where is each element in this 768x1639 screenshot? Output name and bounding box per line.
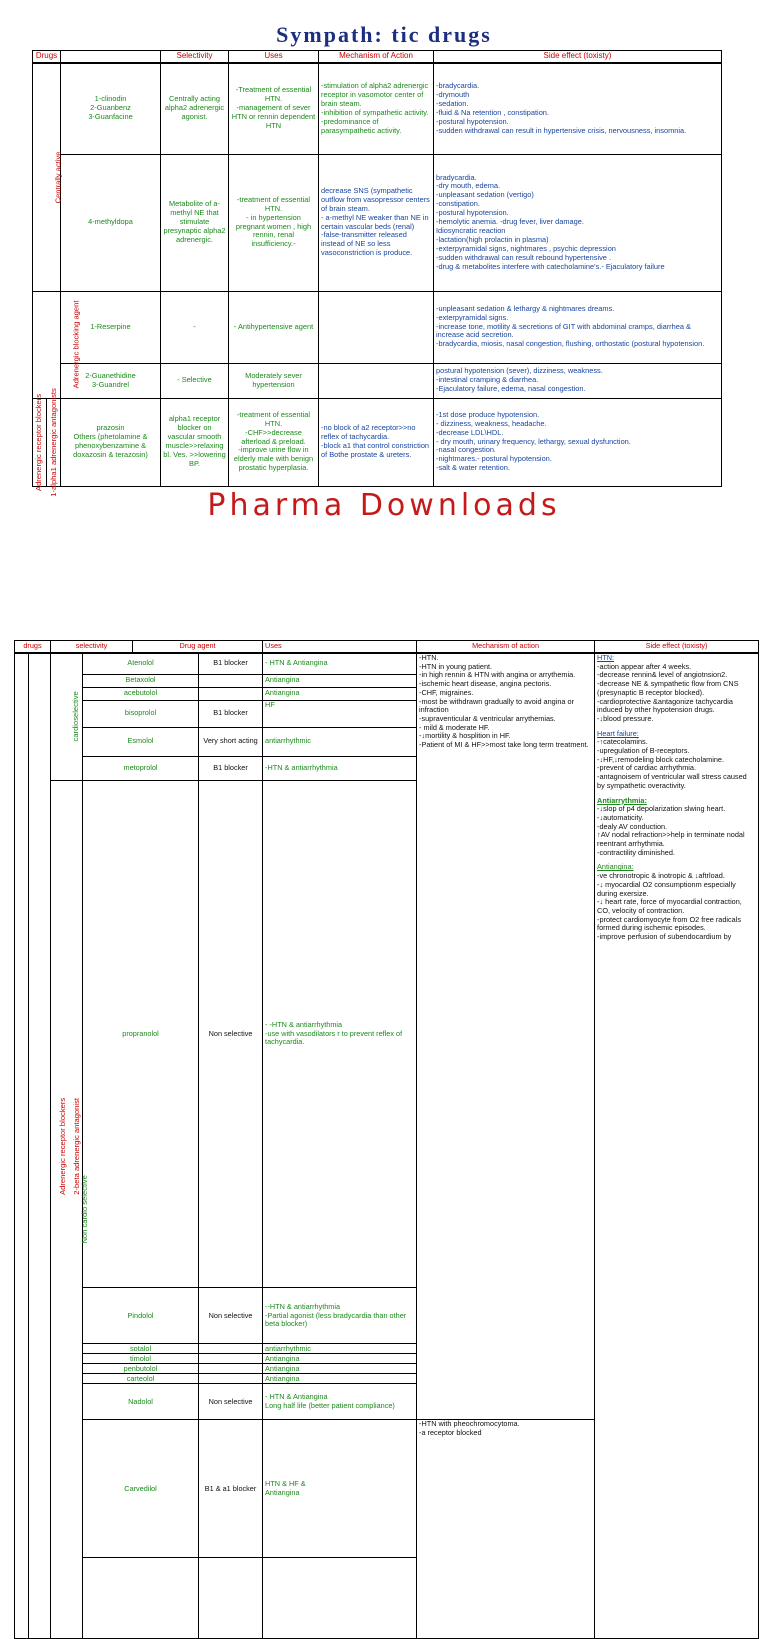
uses-cell: -treatment of essential HTN. - in hypertension pregnant women , high rennin, renal insufficiency.- xyxy=(229,154,319,291)
uses-general: -HTN. -HTN in young patient. -in high rennin & HTN with angina or arrythemia. -ischemic heart disease, angina pectoris. -CHF, migraines. -most be withdrawn gradually to avoid angina or infraction -supraventicular & ventricular arrythemias. - mild & moderate HF. -↓mortility & hosplition in HF. -Patient of MI & HF>>most take long term treatment. xyxy=(417,653,595,1420)
uses-cell: - HTN & Antiangina xyxy=(263,653,417,674)
table-row xyxy=(33,63,722,154)
mechanism-cell xyxy=(319,363,434,398)
selectivity-cell: B1 blocker xyxy=(199,756,263,780)
uses-cell: - HTN & Antiangina Long half life (better patient compliance) xyxy=(263,1384,417,1420)
selectivity-cell xyxy=(199,674,263,687)
header-selectivity: selectivity xyxy=(51,641,133,654)
mechanism-cell: HTN: -action appear after 4 weeks. -decrease rennin& level of angiotnsion2. -decrease NE & sympathetic flow from CNS (presynaptic B receptor blocked). -cardioprotective &antagonize tachycardia induced by other hypotension drugs. -↓blood pressure. Heart failure: -↑catecolamins. -upregulation of B-receptors. -↓HF,↓remodeling block catecholamine. -prevent of cardiac arrhythmia. -antagnoisem of ventricular wall stress caused by sympathetic overactivity. Antiarrythmia: -↓slop of p4 depolarization slwing heart. -↓automaticity. -dealy AV conduction. ↑AV nodal refraction>>help in terminate nodal reentrant arrhythmia. -contractility diminished. Antiangina: -ve chronotropic & inotropic & ↓aftrload. -↓ myocardial O2 consumptionm especially during exersize. -↓ heart rate, force of myocardial contraction, CO, velocity of contraction. -protect cardiomyocyte from O2 free radicals formed during ischemic episodes. -improve perfusion of subendocardium by xyxy=(595,653,759,1638)
sympatholytic-table xyxy=(32,50,722,497)
group-alpha-blockers: Adrenergic receptor blockers 1-alpha1 adrenergic antagonists xyxy=(33,398,61,486)
drug-name: 2-Guanethidine 3-Guandrel xyxy=(61,363,161,398)
header-drugs: Drugs xyxy=(33,51,61,64)
group-centrally-active: Centrally active xyxy=(33,63,61,291)
drug-name: 1-clinodin 2-Guanbenz 3-Guanfacine xyxy=(61,63,161,154)
header-uses: Uses xyxy=(229,51,319,64)
uses-cell: - -HTN & antiarrhythmia -use with vasodilators r to prevent reflex of tachycardia. xyxy=(263,780,417,1288)
selectivity-cell: - Selective xyxy=(161,363,229,398)
uses-cell: Antiangina xyxy=(263,1374,417,1384)
side-effect-cell: postural hypotension (sever), dizziness, weakness. -intestinal cramping & diarrhea. -Ejaculatory failure, edema, nasal congestion. xyxy=(434,363,722,398)
uses-cell: HTN & HF & Antiangina xyxy=(263,1420,417,1558)
selectivity-cell xyxy=(199,1374,263,1384)
header-mechanism: Mechanism of Action xyxy=(319,51,434,64)
selectivity-cell: B1 blocker xyxy=(199,700,263,727)
mechanism-cell: -stimulation of alpha2 adrenergic receptor in vasomotor center of brain steam. -inhibition of sympathetic activity. -predominance of parasympathetic activity. xyxy=(319,63,434,154)
table-row xyxy=(15,653,759,674)
table-row xyxy=(33,363,722,398)
drug-name: metoprolol xyxy=(83,756,199,780)
selectivity-cell: Metabolite of a-methyl NE that stimulate presynaptic alpha2 adrenergic. xyxy=(161,154,229,291)
table-row xyxy=(33,291,722,363)
selectivity-cell xyxy=(199,1344,263,1354)
empty-cell xyxy=(199,1558,263,1639)
drug-name: acebutolol xyxy=(83,687,199,700)
mechanism-cell: -no block of a2 receptor>>no reflex of tachycardia. -block a1 that control constriction of Bothe prostate & ureters. xyxy=(319,398,434,486)
uses-cell: Moderately sever hypertension xyxy=(229,363,319,398)
uses-cell: - Antihypertensive agent xyxy=(229,291,319,363)
uses-cell: --HTN & antiarrhythmia -Partial agonist (less bradycardia than other beta blocker) xyxy=(263,1288,417,1344)
table-row xyxy=(33,154,722,291)
header-drug-agent: Drug agent xyxy=(133,641,263,654)
uses-cell: -treatment of essential HTN. -CHF>>decrease afterload & preload. -improve urine flow in elderly male with benign prostatic hyperplasia. xyxy=(229,398,319,486)
uses-cell: -Treatment of essential HTN. -management of sever HTN or rennin dependent HTN xyxy=(229,63,319,154)
header-uses: Uses xyxy=(263,641,417,654)
selectivity-cell xyxy=(199,687,263,700)
watermark: Pharma Downloads xyxy=(207,488,561,523)
uses-cell: antiarrhythmic xyxy=(263,727,417,756)
drug-name: prazosin Others (phetolamine & phenoxybenzamine & doxazosin & terazosin) xyxy=(61,398,161,486)
drug-name: Atenolol xyxy=(83,653,199,674)
drug-name: Esmolol xyxy=(83,727,199,756)
group-non-cardioselective: Non cardio selective xyxy=(51,780,83,1638)
drug-name: Betaxolol xyxy=(83,674,199,687)
drug-name: Carvedilol xyxy=(83,1420,199,1558)
header-side-effect: Side effect (toxisty) xyxy=(434,51,722,64)
drug-name: 1-Reserpine xyxy=(61,291,161,363)
mechanism-cell: decrease SNS (sympathetic outflow from vasopressor centers of brain steam. - a-methyl NE weaker than NE in certain vascular beds (renal) -false-transmitter released instead of NE so less vasoconstriction is produce. xyxy=(319,154,434,291)
header-side-effect: Side effect (toxisty) xyxy=(595,641,759,654)
selectivity-cell: Non selective xyxy=(199,780,263,1288)
empty-cell xyxy=(83,1558,199,1639)
header-drugs: drugs xyxy=(15,641,51,654)
selectivity-cell: Non selective xyxy=(199,1384,263,1420)
uses-carvedilol: -HTN with pheochromocytoma. -a receptor blocked xyxy=(417,1420,595,1639)
uses-cell: -HTN & antiarrhythmia xyxy=(263,756,417,780)
drug-name: bisoprolol xyxy=(83,700,199,727)
uses-cell: Antiangina xyxy=(263,687,417,700)
side-effect-cell: -bradycardia. -drymouth -sedation. -fluid & Na retention , constipation. -postural hypotension. -sudden withdrawal can result in hypertensive crisis, nervousness, insomnia. xyxy=(434,63,722,154)
drug-name: Nadolol xyxy=(83,1384,199,1420)
table-row xyxy=(33,398,722,486)
side-effect-cell: bradycardia. -dry mouth, edema. -unpleasant sedation (vertigo) -constipation. -postural hypotension. -hemolytic anemia. -drug fever, liver damage. Idiosyncratic reaction -lactation(high prolactin in plasma) -exterpyramidal signs, nightmares , psychic depression -sudden withdrawal can result rebound hypertensive . -drug & metabolites interfere with catecholamine's.- Ejaculatory failure xyxy=(434,154,722,291)
selectivity-cell: alpha1 receptor blocker on vascular smooth muscle>>relaxing bl. Ves. >>lowering BP. xyxy=(161,398,229,486)
drug-name: penbutolol xyxy=(83,1364,199,1374)
selectivity-cell: B1 & a1 blocker xyxy=(199,1420,263,1558)
group-cardioselective: cardioselective xyxy=(51,653,83,780)
drug-name: carteolol xyxy=(83,1374,199,1384)
side-effect-cell: -1st dose produce hypotension. - dizziness, weakness, headache. -decrease LDL\HDL. - dry mouth, urinary frequency, lethargy, sexual dysfunction. -nasal congestion. -nightmares.- postural hypotension. -salt & water retention. xyxy=(434,398,722,486)
selectivity-cell xyxy=(199,1354,263,1364)
drug-name: propranolol xyxy=(83,780,199,1288)
selectivity-cell: B1 blocker xyxy=(199,653,263,674)
uses-cell: Antiangina xyxy=(263,674,417,687)
side-effect-cell: -unpleasant sedation & lethargy & nightmares dreams. -exterpyramidal signs. -increase tone, motility & secretions of GIT with abdominal cramps, diarrhea & increase acid secretion. -bradycardia, miosis, nasal congestion, flushing, orthostatic (postural hypotension. xyxy=(434,291,722,363)
page-title: Sympath: tic drugs xyxy=(276,22,492,47)
selectivity-cell: - xyxy=(161,291,229,363)
uses-cell: antiarrhythmic xyxy=(263,1344,417,1354)
uses-cell: Antiangina xyxy=(263,1354,417,1364)
uses-cell: HF xyxy=(263,700,417,727)
group-adrenergic-blocking: Adrenergic blocking agent xyxy=(33,291,61,398)
uses-cell: Antiangina xyxy=(263,1364,417,1374)
beta-blocker-table xyxy=(14,640,759,1639)
header-mechanism: Mechanism of action xyxy=(417,641,595,654)
group-beta-antagonist: 2-beta adrenergic antagonist xyxy=(29,653,51,1638)
mechanism-cell xyxy=(319,291,434,363)
group-adrenergic-receptor-blockers: Adrenergic receptor blockers xyxy=(15,653,29,1638)
empty-cell xyxy=(263,1558,417,1639)
table2-header-row xyxy=(15,641,759,654)
drug-name: Pindolol xyxy=(83,1288,199,1344)
table-header-row xyxy=(33,51,722,64)
drug-name: 4-methyldopa xyxy=(61,154,161,291)
selectivity-cell xyxy=(199,1364,263,1374)
selectivity-cell: Non selective xyxy=(199,1288,263,1344)
selectivity-cell: Very short acting xyxy=(199,727,263,756)
selectivity-cell: Centrally acting alpha2 adrenergic agonist. xyxy=(161,63,229,154)
header-selectivity: Selectivity xyxy=(161,51,229,64)
drug-name: timolol xyxy=(83,1354,199,1364)
drug-name: sotalol xyxy=(83,1344,199,1354)
header-blank xyxy=(61,51,161,64)
